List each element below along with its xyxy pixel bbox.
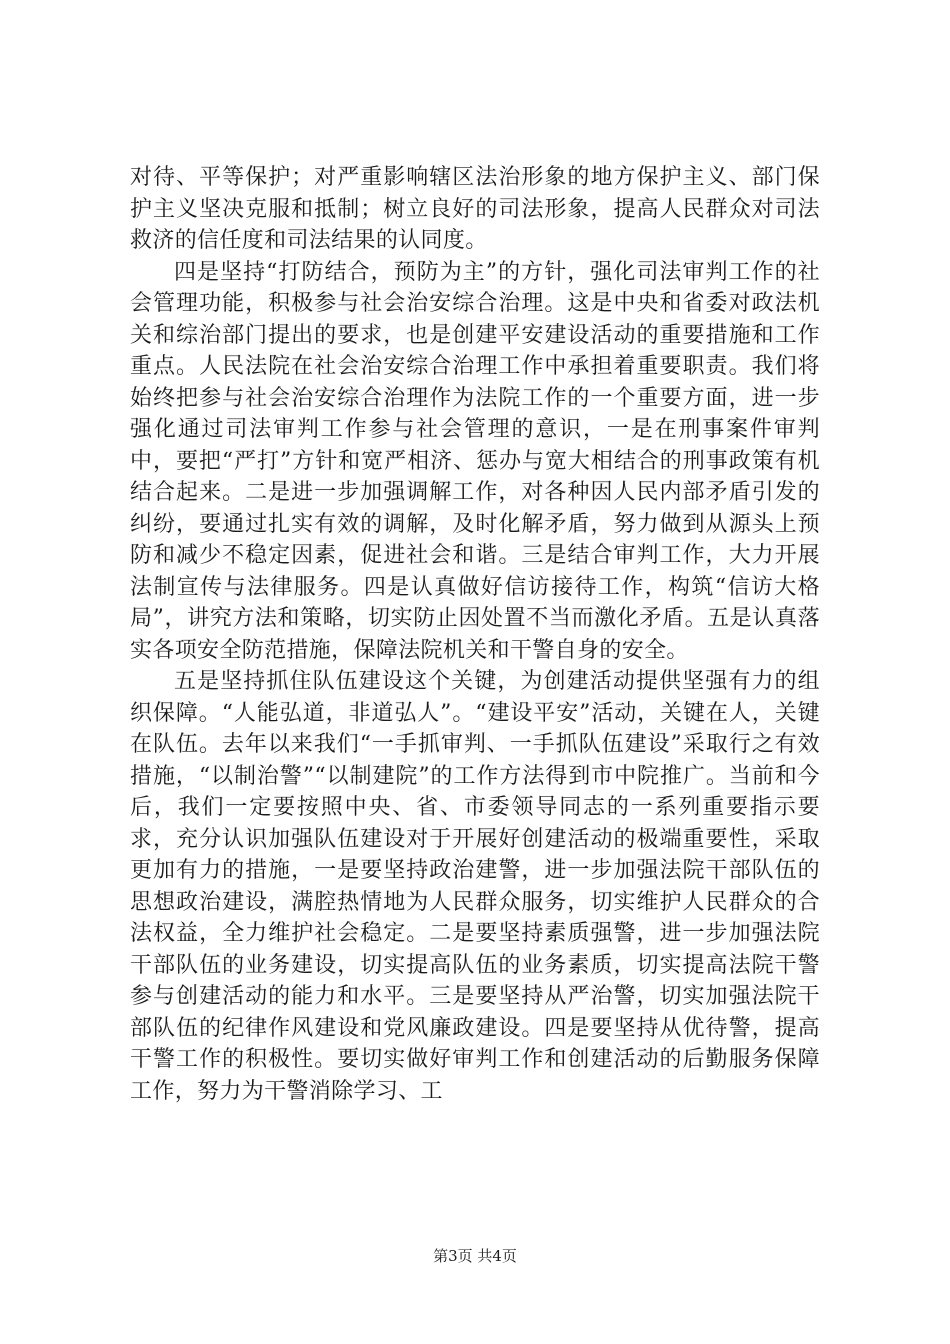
paragraph-3: 五是坚持抓住队伍建设这个关键，为创建活动提供坚强有力的组织保障。“人能弘道，非道弘人”。“建设平安”活动，关键在人，关键在队伍。去年以来我们“一手抓审判、一手抓队伍建设”采取行之有效措施，“以制治警”“以制建院”的工作方法得到市中院推广。当前和今后，我们一定要按照中央、省、市委领导同志的一系列重要指示要求，充分认识加强队伍建设对于开展好创建活动的极端重要性，采取更加有力的措施，一是要坚持政治建警，进一步加强法院干部队伍的思想政治建设，满腔热情地为人民群众服务，切实维护人民群众的合法权益，全力维护社会稳定。二是要坚持素质强警，进一步加强法院干部队伍的业务建设，切实提高队伍的业务素质，切实提高法院干警参与创建活动的能力和水平。三是要坚持从严治警，切实加强法院干部队伍的纪律作风建设和党风廉政建设。四是要坚持从优待警，提高干警工作的积极性。要切实做好审判工作和创建活动的后勤服务保障工作，努力为干警消除学习、工 — [130, 669, 820, 1104]
paragraph-1: 对待、平等保护；对严重影响辖区法治形象的地方保护主义、部门保护主义坚决克服和抵制；树立良好的司法形象，提高人民群众对司法救济的信任度和司法结果的认同度。 — [130, 165, 820, 253]
page-footer: 第3页 共4页 — [433, 1247, 517, 1265]
paragraph-2: 四是坚持“打防结合，预防为主”的方针，强化司法审判工作的社会管理功能，积极参与社会治安综合治理。这是中央和省委对政法机关和综治部门提出的要求，也是创建平安建设活动的重要措施和工作重点。人民法院在社会治安综合治理工作中承担着重要职责。我们将始终把参与社会治安综合治理作为法院工作的一个重要方面，进一步强化通过司法审判工作参与社会管理的意识，一是在刑事案件审判中，要把“严打”方针和宽严相济、惩办与宽大相结合的刑事政策有机结合起来。二是进一步加强调解工作，对各种因人民内部矛盾引发的纠纷，要通过扎实有效的调解，及时化解矛盾，努力做到从源头上预防和减少不稳定因素，促进社会和谐。三是结合审判工作，大力开展法制宣传与法律服务。四是认真做好信访接待工作，构筑“信访大格局”，讲究方法和策略，切实防止因处置不当而激化矛盾。五是认真落实各项安全防范措施，保障法院机关和干警自身的安全。 — [130, 259, 820, 663]
document-body — [130, 162, 820, 1107]
